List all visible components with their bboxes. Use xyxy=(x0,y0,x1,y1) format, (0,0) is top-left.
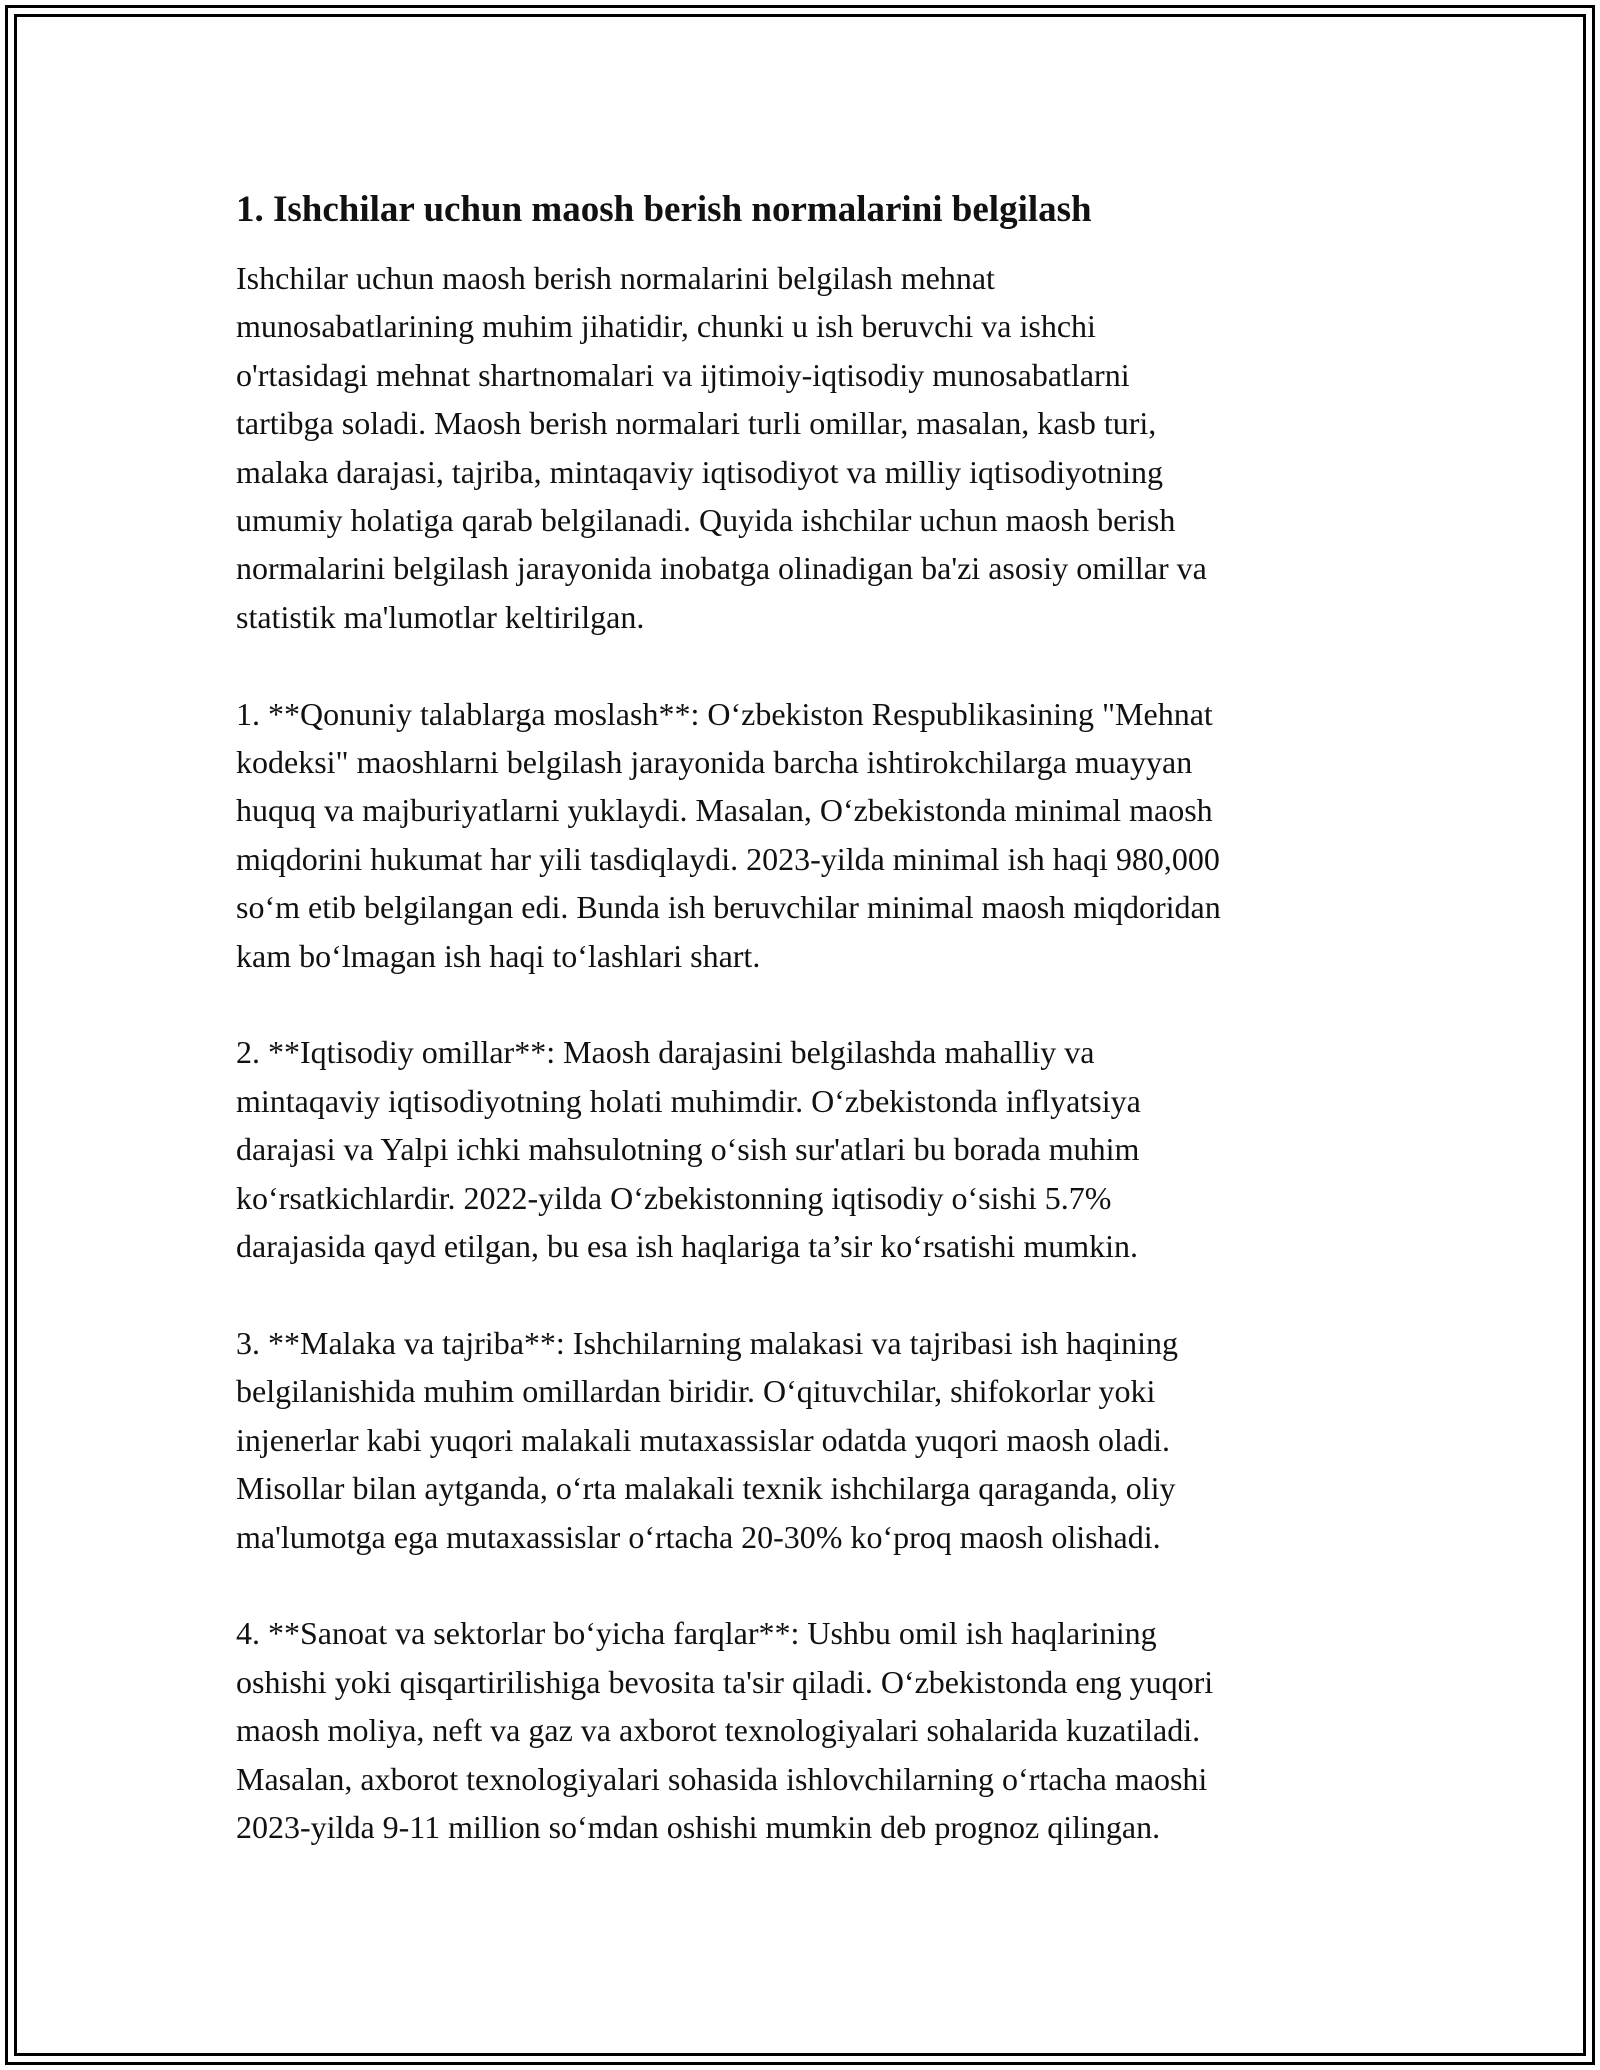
text-line: statistik ma'lumotlar keltirilgan. xyxy=(236,598,645,635)
text-line: darajasida qayd etilgan, bu esa ish haqlariga ta’sir koʻrsatishi mumkin. xyxy=(236,1228,1138,1265)
text-line: miqdorini hukumat har yili tasdiqlaydi. 2023-yilda minimal ish haqi 980,000 xyxy=(236,840,1220,877)
text-line: koʻrsatkichlardir. 2022-yilda Oʻzbekistonning iqtisodiy oʻsishi 5.7% xyxy=(236,1179,1112,1216)
text-line: oshishi yoki qisqartirilishiga bevosita ta'sir qiladi. Oʻzbekistonda eng yuqori xyxy=(236,1663,1214,1700)
paragraph xyxy=(236,1609,1376,1851)
paragraph-list xyxy=(236,254,1376,1851)
text-line: soʻm etib belgilangan edi. Bunda ish beruvchilar minimal maosh miqdoridan xyxy=(236,889,1221,926)
text-line: huquq va majburiyatlarni yuklaydi. Masalan, Oʻzbekistonda minimal maosh xyxy=(236,792,1213,829)
text-line: 4. **Sanoat va sektorlar boʻyicha farqlar**: Ushbu omil ish haqlarining xyxy=(236,1615,1157,1652)
text-line: mintaqaviy iqtisodiyotning holati muhimdir. Oʻzbekistonda inflyatsiya xyxy=(236,1082,1141,1119)
text-line: 2. **Iqtisodiy omillar**: Maosh darajasini belgilashda mahalliy va xyxy=(236,1034,1095,1071)
text-line: malaka darajasi, tajriba, mintaqaviy iqtisodiyot va milliy iqtisodiyotning xyxy=(236,453,1163,490)
text-line: kodeksi" maoshlarni belgilash jarayonida barcha ishtirokchilarga muayyan xyxy=(236,744,1193,781)
text-line: o'rtasidagi mehnat shartnomalari va ijtimoiy-iqtisodiy munosabatlarni xyxy=(236,356,1130,393)
text-line: Ishchilar uchun maosh berish normalarini belgilash mehnat xyxy=(236,260,995,296)
text-line: maosh moliya, neft va gaz va axborot texnologiyalari sohalarida kuzatiladi. xyxy=(236,1712,1201,1749)
text-line: ma'lumotga ega mutaxassislar oʻrtacha 20-30% koʻproq maosh olishadi. xyxy=(236,1518,1161,1555)
text-line: Masalan, axborot texnologiyalari sohasida ishlovchilarning oʻrtacha maoshi xyxy=(236,1760,1208,1797)
document-title: 1. Ishchilar uchun maosh berish normalarini belgilash xyxy=(236,189,1092,230)
paragraph xyxy=(236,1028,1376,1270)
paragraph xyxy=(236,254,1376,641)
text-line: kam boʻlmagan ish haqi toʻlashlari shart. xyxy=(236,937,761,974)
paragraph xyxy=(236,690,1376,980)
text-line: belgilanishida muhim omillardan biridir. Oʻqituvchilar, shifokorlar yoki xyxy=(236,1373,1156,1410)
text-line: Misollar bilan aytganda, oʻrta malakali texnik ishchilarga qaraganda, oliy xyxy=(236,1470,1176,1507)
text-line: munosabatlarining muhim jihatidir, chunki u ish beruvchi va ishchi xyxy=(236,308,1096,345)
text-line: 1. **Qonuniy talablarga moslash**: Oʻzbekiston Respublikasining "Mehnat xyxy=(236,695,1213,732)
text-line: 3. **Malaka va tajriba**: Ishchilarning malakasi va tajribasi ish haqining xyxy=(236,1324,1178,1361)
paragraph xyxy=(236,1319,1376,1561)
text-line: injenerlar kabi yuqori malakali mutaxassislar odatda yuqori maosh oladi. xyxy=(236,1421,1170,1458)
text-line: normalarini belgilash jarayonida inobatga olinadigan ba'zi asosiy omillar va xyxy=(236,550,1207,587)
text-line: 2023-yilda 9-11 million soʻmdan oshishi mumkin deb prognoz qilingan. xyxy=(236,1808,1161,1845)
text-line: umumiy holatiga qarab belgilanadi. Quyida ishchilar uchun maosh berish xyxy=(236,502,1176,539)
document-body xyxy=(236,186,1376,1900)
text-line: tartibga soladi. Maosh berish normalari turli omillar, masalan, kasb turi, xyxy=(236,405,1157,442)
text-line: darajasi va Yalpi ichki mahsulotning oʻsish sur'atlari bu borada muhim xyxy=(236,1131,1140,1168)
